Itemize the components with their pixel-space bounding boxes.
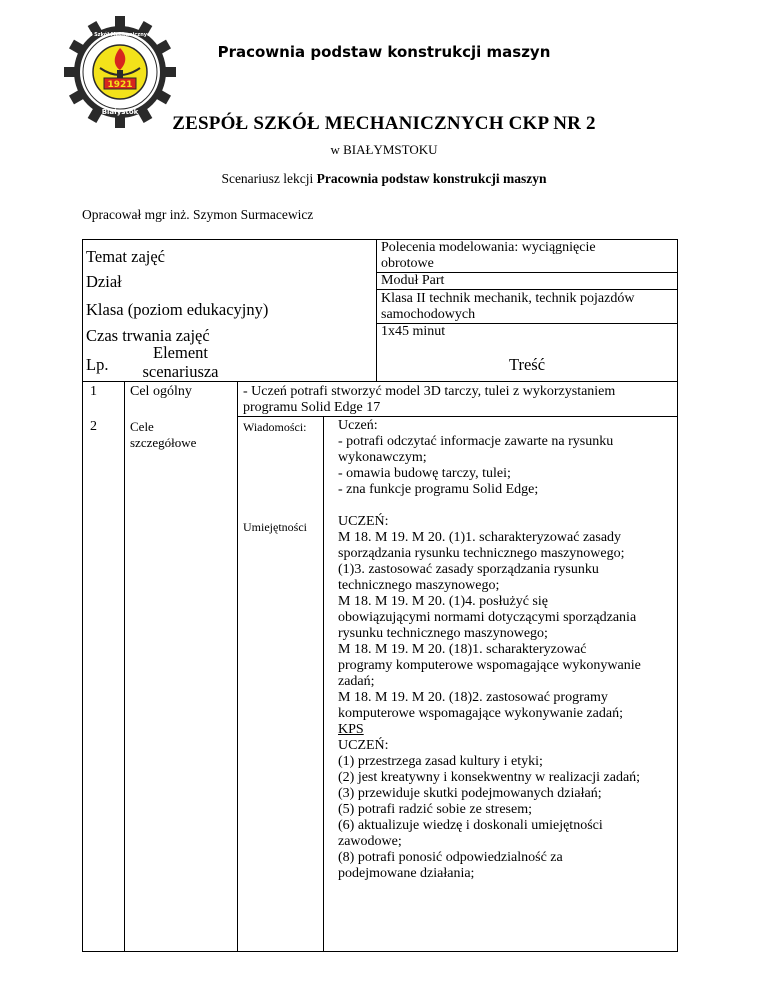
logo-ring-text: Zespół Szkół Mechanicznych CKP bbox=[73, 32, 167, 38]
skills-line-4: (1)3. zastosować zasady sporządzania rysunku bbox=[338, 562, 599, 577]
kps-line-1: UCZEŃ: bbox=[338, 738, 389, 753]
kps-line-4: (3) przewiduje skutki podejmowanych działań; bbox=[338, 786, 602, 801]
scenario-line bbox=[0, 171, 768, 187]
author: Opracował mgr inż. Szymon Surmacewicz bbox=[82, 207, 314, 222]
logo-city: Białystok bbox=[101, 108, 139, 116]
lp-header: Lp. bbox=[86, 355, 109, 374]
knowledge-line-1: Uczeń: bbox=[338, 418, 378, 433]
topic-value-2: obrotowe bbox=[381, 256, 434, 271]
logo-year: 1921 bbox=[107, 80, 133, 90]
scenario-prefix: Scenariusz lekcji bbox=[221, 171, 317, 186]
skills-line-11: zadań; bbox=[338, 674, 375, 689]
skills-line-7: obowiązującymi normami dotyczącymi sporządzania bbox=[338, 610, 637, 625]
skills-line-8: rysunku technicznego maszynowego; bbox=[338, 626, 548, 641]
page-header-title: Pracownia podstaw konstrukcji maszyn bbox=[217, 43, 551, 61]
knowledge-line-4: - omawia budowę tarczy, tulei; bbox=[338, 466, 511, 481]
knowledge-line-2: - potrafi odczytać informacje zawarte na rysunku bbox=[338, 434, 614, 449]
content-header: Treść bbox=[508, 355, 546, 374]
skills-line-13: komputerowe wspomagające wykonywanie zadań; bbox=[338, 706, 623, 721]
row1-content-1: - Uczeń potrafi stworzyć model 3D tarczy, tulei z wykorzystaniem bbox=[243, 384, 616, 399]
skills-line-3: sporządzania rysunku technicznego maszynowego; bbox=[338, 546, 625, 561]
section-label: Dział bbox=[86, 272, 122, 291]
element-header-1: Element bbox=[153, 343, 208, 362]
knowledge-label: Wiadomości: bbox=[243, 420, 307, 434]
kps-line-7: zawodowe; bbox=[338, 834, 402, 849]
class-label: Klasa (poziom edukacyjny) bbox=[86, 300, 269, 319]
skills-line-1: UCZEŃ: bbox=[338, 514, 389, 529]
skills-line-2: M 18. M 19. M 20. (1)1. scharakteryzować zasady bbox=[338, 530, 622, 545]
kps-line-5: (5) potrafi radzić sobie ze stresem; bbox=[338, 802, 532, 817]
topic-label: Temat zajęć bbox=[86, 247, 165, 266]
knowledge-line-3: wykonawczym; bbox=[338, 450, 427, 465]
class-value-2: samochodowych bbox=[381, 307, 476, 322]
school-name: ZESPÓŁ SZKÓŁ MECHANICZNYCH CKP NR 2 bbox=[172, 113, 596, 134]
row2-number: 2 bbox=[90, 419, 97, 434]
skills-line-12: M 18. M 19. M 20. (18)2. zastosować programy bbox=[338, 690, 608, 705]
row2-element-1: Cele bbox=[130, 419, 154, 434]
kps-line-6: (6) aktualizuje wiedzę i doskonali umiejętności bbox=[338, 818, 603, 833]
kps-text: KPS bbox=[338, 722, 364, 737]
skills-line-10: programy komputerowe wspomagające wykonywanie bbox=[338, 658, 641, 673]
kps-heading bbox=[338, 722, 364, 738]
kps-line-3: (2) jest kreatywny i konsekwentny w realizacji zadań; bbox=[338, 770, 641, 785]
row2-element-2: szczegółowe bbox=[130, 435, 197, 450]
school-city: w BIAŁYMSTOKU bbox=[330, 142, 438, 157]
section-value: Moduł Part bbox=[381, 273, 445, 288]
kps-line-9: podejmowane działania; bbox=[338, 866, 475, 881]
scenario-subject: Pracownia podstaw konstrukcji maszyn bbox=[316, 171, 547, 186]
topic-value-1: Polecenia modelowania: wyciągnięcie bbox=[381, 240, 596, 255]
knowledge-line-5: - zna funkcje programu Solid Edge; bbox=[338, 482, 539, 497]
element-header-2: scenariusza bbox=[142, 362, 219, 381]
kps-line-8: (8) potrafi ponosić odpowiedzialność za bbox=[338, 850, 563, 865]
skills-label: Umiejętności bbox=[243, 520, 307, 534]
class-value-1: Klasa II technik mechanik, technik pojazdów bbox=[381, 291, 635, 306]
row1-number: 1 bbox=[90, 384, 97, 399]
row1-content-2: programu Solid Edge 17 bbox=[243, 400, 381, 415]
time-value: 1x45 minut bbox=[381, 324, 446, 339]
time-label: Czas trwania zajęć bbox=[86, 326, 210, 345]
kps-line-2: (1) przestrzega zasad kultury i etyki; bbox=[338, 754, 543, 769]
skills-line-5: technicznego maszynowego; bbox=[338, 578, 500, 593]
skills-line-9: M 18. M 19. M 20. (18)1. scharakteryzować bbox=[338, 642, 587, 657]
school-logo bbox=[64, 16, 176, 128]
skills-line-6: M 18. M 19. M 20. (1)4. posłużyć się bbox=[338, 594, 548, 609]
row1-element: Cel ogólny bbox=[130, 384, 192, 399]
